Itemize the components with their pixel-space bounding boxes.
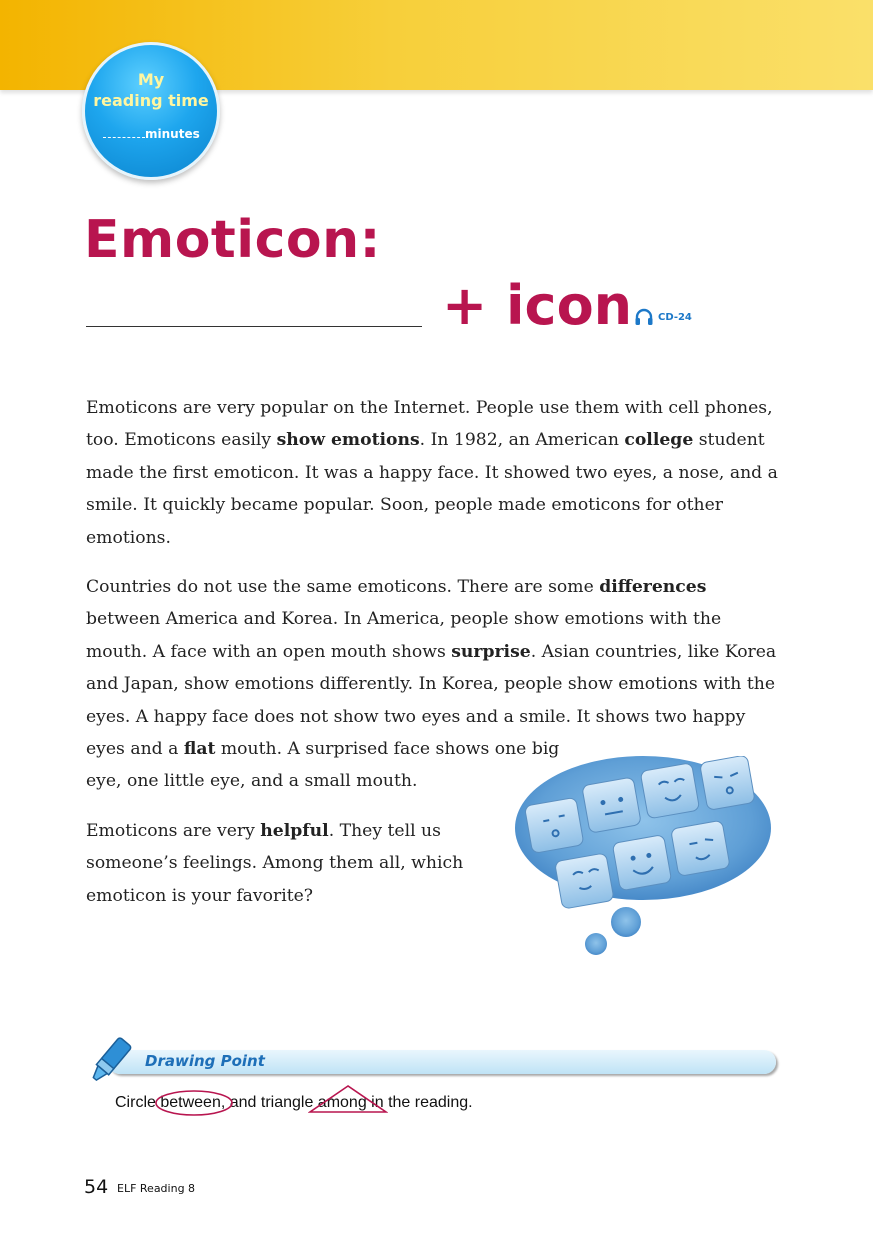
text-run: Emoticons are very <box>86 820 261 841</box>
text-run: someone’s feelings. Among them all, which <box>86 853 464 874</box>
keyword: differences <box>599 577 707 598</box>
word-between: between <box>160 1094 221 1111</box>
badge-minutes <box>103 127 200 141</box>
marker-pen-icon <box>84 1034 134 1090</box>
text-run: eye, one little eye, and a small mouth. <box>86 771 418 792</box>
instruction-text-2: , and triangle <box>220 1094 318 1111</box>
page-number: 54 <box>84 1176 109 1198</box>
text-run: between America and Korea. In America, people show emotions with the mouth. A face with an open mouth shows <box>86 609 722 662</box>
drawing-instruction <box>115 1094 473 1112</box>
reading-time-badge <box>82 42 220 180</box>
text-run: . In 1982, an American <box>419 430 625 451</box>
keyword: show emotions <box>276 430 420 451</box>
circle-mark <box>154 1089 234 1117</box>
minutes-blank[interactable] <box>103 137 145 138</box>
word-among: among <box>317 1094 367 1111</box>
drawing-point-label: Drawing Point <box>145 1052 265 1070</box>
instruction-text-1: Circle <box>115 1094 161 1111</box>
paragraph <box>86 392 778 554</box>
keyword: surprise <box>451 641 531 662</box>
badge-line1: My <box>137 70 165 89</box>
badge-line2: reading time <box>93 91 209 110</box>
page-title-suffix: + icon <box>442 274 633 337</box>
audio-track[interactable] <box>634 308 692 326</box>
text-run: student made the first emoticon. It was a happy face. It showed two eyes, a nose, and a smile. It quickly became popular. Soon, people made emoticons for other emotions. <box>86 430 778 548</box>
keyword: flat <box>183 739 216 760</box>
keyword: helpful <box>260 820 329 841</box>
triangled-word <box>318 1094 367 1112</box>
headphones-icon <box>634 308 654 326</box>
text-run: Emoticons are very popular on the Internet. People use them with cell phones, too. Emoticons easily <box>86 398 773 451</box>
circled-word <box>160 1094 221 1112</box>
text-run: emoticon is your favorite? <box>86 885 313 906</box>
triangle-mark <box>308 1084 388 1114</box>
badge-line3: minutes <box>145 127 200 141</box>
keyword: college <box>624 430 694 451</box>
text-run: . Asian countries, like Korea and Japan, show emotions differently. In Korea, people show emotions with the eyes. A happy face does not show two eyes and a smile. It shows two happy eyes and a <box>86 641 777 760</box>
text-run: Countries do not use the same emoticons. There are some <box>86 577 600 598</box>
book-title: ELF Reading 8 <box>117 1182 196 1195</box>
audio-track-label: CD-24 <box>658 311 692 323</box>
keyboard-emoticon-image <box>510 756 780 956</box>
text-run: . They tell us <box>328 820 441 841</box>
title-answer-blank[interactable] <box>86 326 422 327</box>
page-title: Emoticon: <box>84 210 381 270</box>
instruction-text-3: in the reading. <box>366 1094 473 1111</box>
text-run: mouth. A surprised face shows one big <box>215 739 560 760</box>
